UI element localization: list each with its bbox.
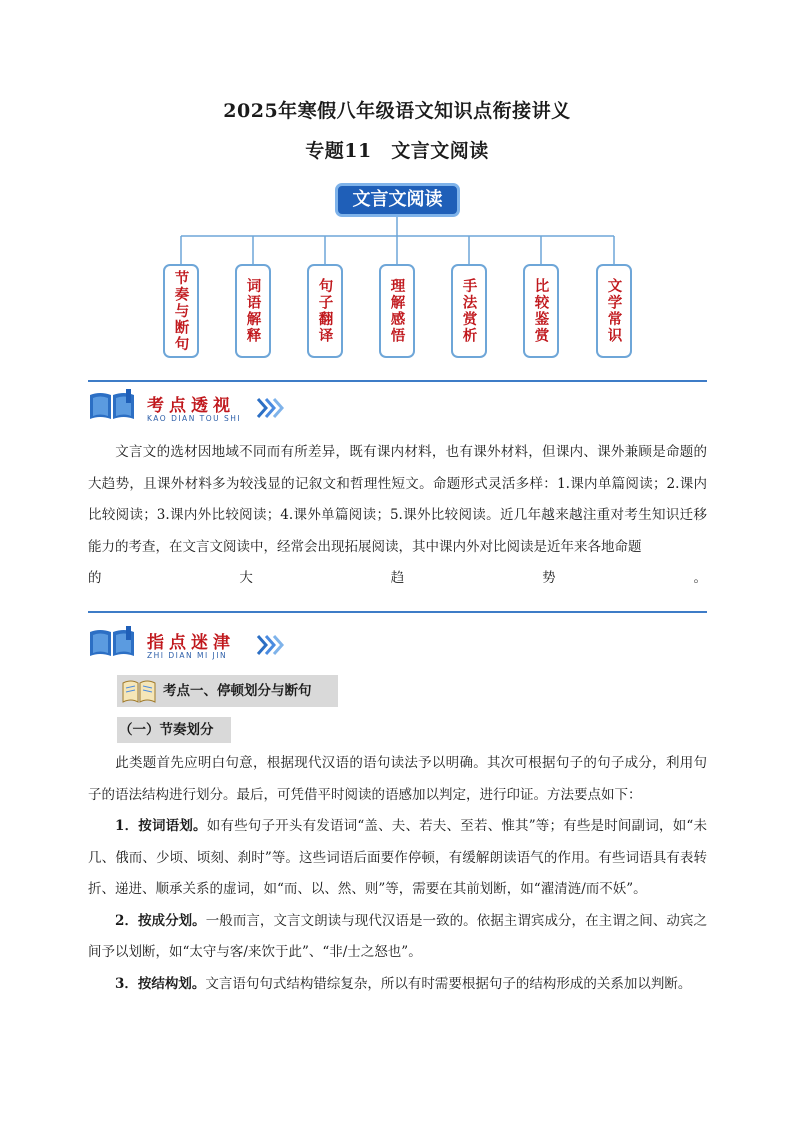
overview-last-line: 的 大 趋 势 。 — [88, 570, 707, 586]
method-item: 2．按成分划。一般而言，文言文朗读与现代汉语是一致的。依据主谓宾成分，在主谓之间、动宾之间予以划断，如“太守与客/来饮于此”、“非/士之怒也”。 — [88, 912, 707, 960]
mindmap-node: 文学常识 — [596, 264, 632, 358]
book-icon — [88, 389, 136, 423]
mindmap-node: 理解感悟 — [379, 264, 415, 358]
section-pinyin: ZHI DIAN MI JIN — [147, 651, 228, 660]
mindmap-node: 手法赏析 — [451, 264, 487, 358]
section-title: 指点迷津 — [147, 633, 235, 653]
mindmap-root: 文言文阅读 — [335, 183, 460, 217]
section-title: 考点透视 — [147, 396, 235, 416]
book-icon — [88, 626, 136, 660]
chevron-right-icon — [256, 634, 286, 656]
overview-paragraph: 文言文的选材因地域不同而有所差异，既有课内材料，也有课外材料，但课内、课外兼顾是命题的大趋势，且课外材料多为较浅显的记叙文和哲理性短文。命题形式灵活多样：1.课内单篇阅读；2.课内比较阅读；3.课内外比较阅读；4.课外单篇阅读；5.课外比较阅读。近几年越来越注重对考生知识迁移能力的考查，在文言文阅读中，经常会出现拓展阅读，其中课内外对比阅读是近年来各地命题 — [88, 444, 707, 555]
method-body — [88, 748, 707, 1000]
mindmap-connectors — [0, 0, 794, 270]
mindmap-node: 节奏与断句 — [163, 264, 199, 358]
section-divider — [88, 611, 707, 613]
page-subtitle: 专题11 文言文阅读 — [305, 140, 489, 162]
section-pinyin: KAO DIAN TOU SHI — [147, 414, 242, 423]
mindmap-node: 句子翻译 — [307, 264, 343, 358]
mindmap-node: 比较鉴赏 — [523, 264, 559, 358]
chevron-right-icon — [256, 397, 286, 419]
mindmap-node: 词语解释 — [235, 264, 271, 358]
kaodian-heading: 考点一、停顿划分与断句 — [163, 683, 312, 699]
method-item: 1．按词语划。如有些句子开头有发语词“盖、夫、若夫、至若、惟其”等；有些是时间副词，如“未几、俄而、少顷、顷刻、刹时”等。这些词语后面要作停顿，有缓解朗读语气的作用。有些词语具有表转折、递进、顺承关系的虚词，如“而、以、然、则”等，需要在其前划断，如“濯清涟/而不妖”。 — [88, 818, 707, 897]
method-item: 3．按结构划。文言语句句式结构错综复杂，所以有时需要根据句子的结构形成的关系加以判断。 — [115, 975, 692, 992]
open-book-icon — [121, 678, 157, 704]
intro-paragraph: 此类题首先应明白句意，根据现代汉语的语句读法予以明确。其次可根据句子的句子成分，利用句子的语法结构进行划分。最后，可凭借平时阅读的语感加以判定，进行印证。方法要点如下： — [88, 755, 707, 803]
page-title: 2025年寒假八年级语文知识点衔接讲义 — [223, 100, 571, 122]
subheading: （一）节奏划分 — [117, 717, 231, 743]
section-divider — [88, 380, 707, 382]
